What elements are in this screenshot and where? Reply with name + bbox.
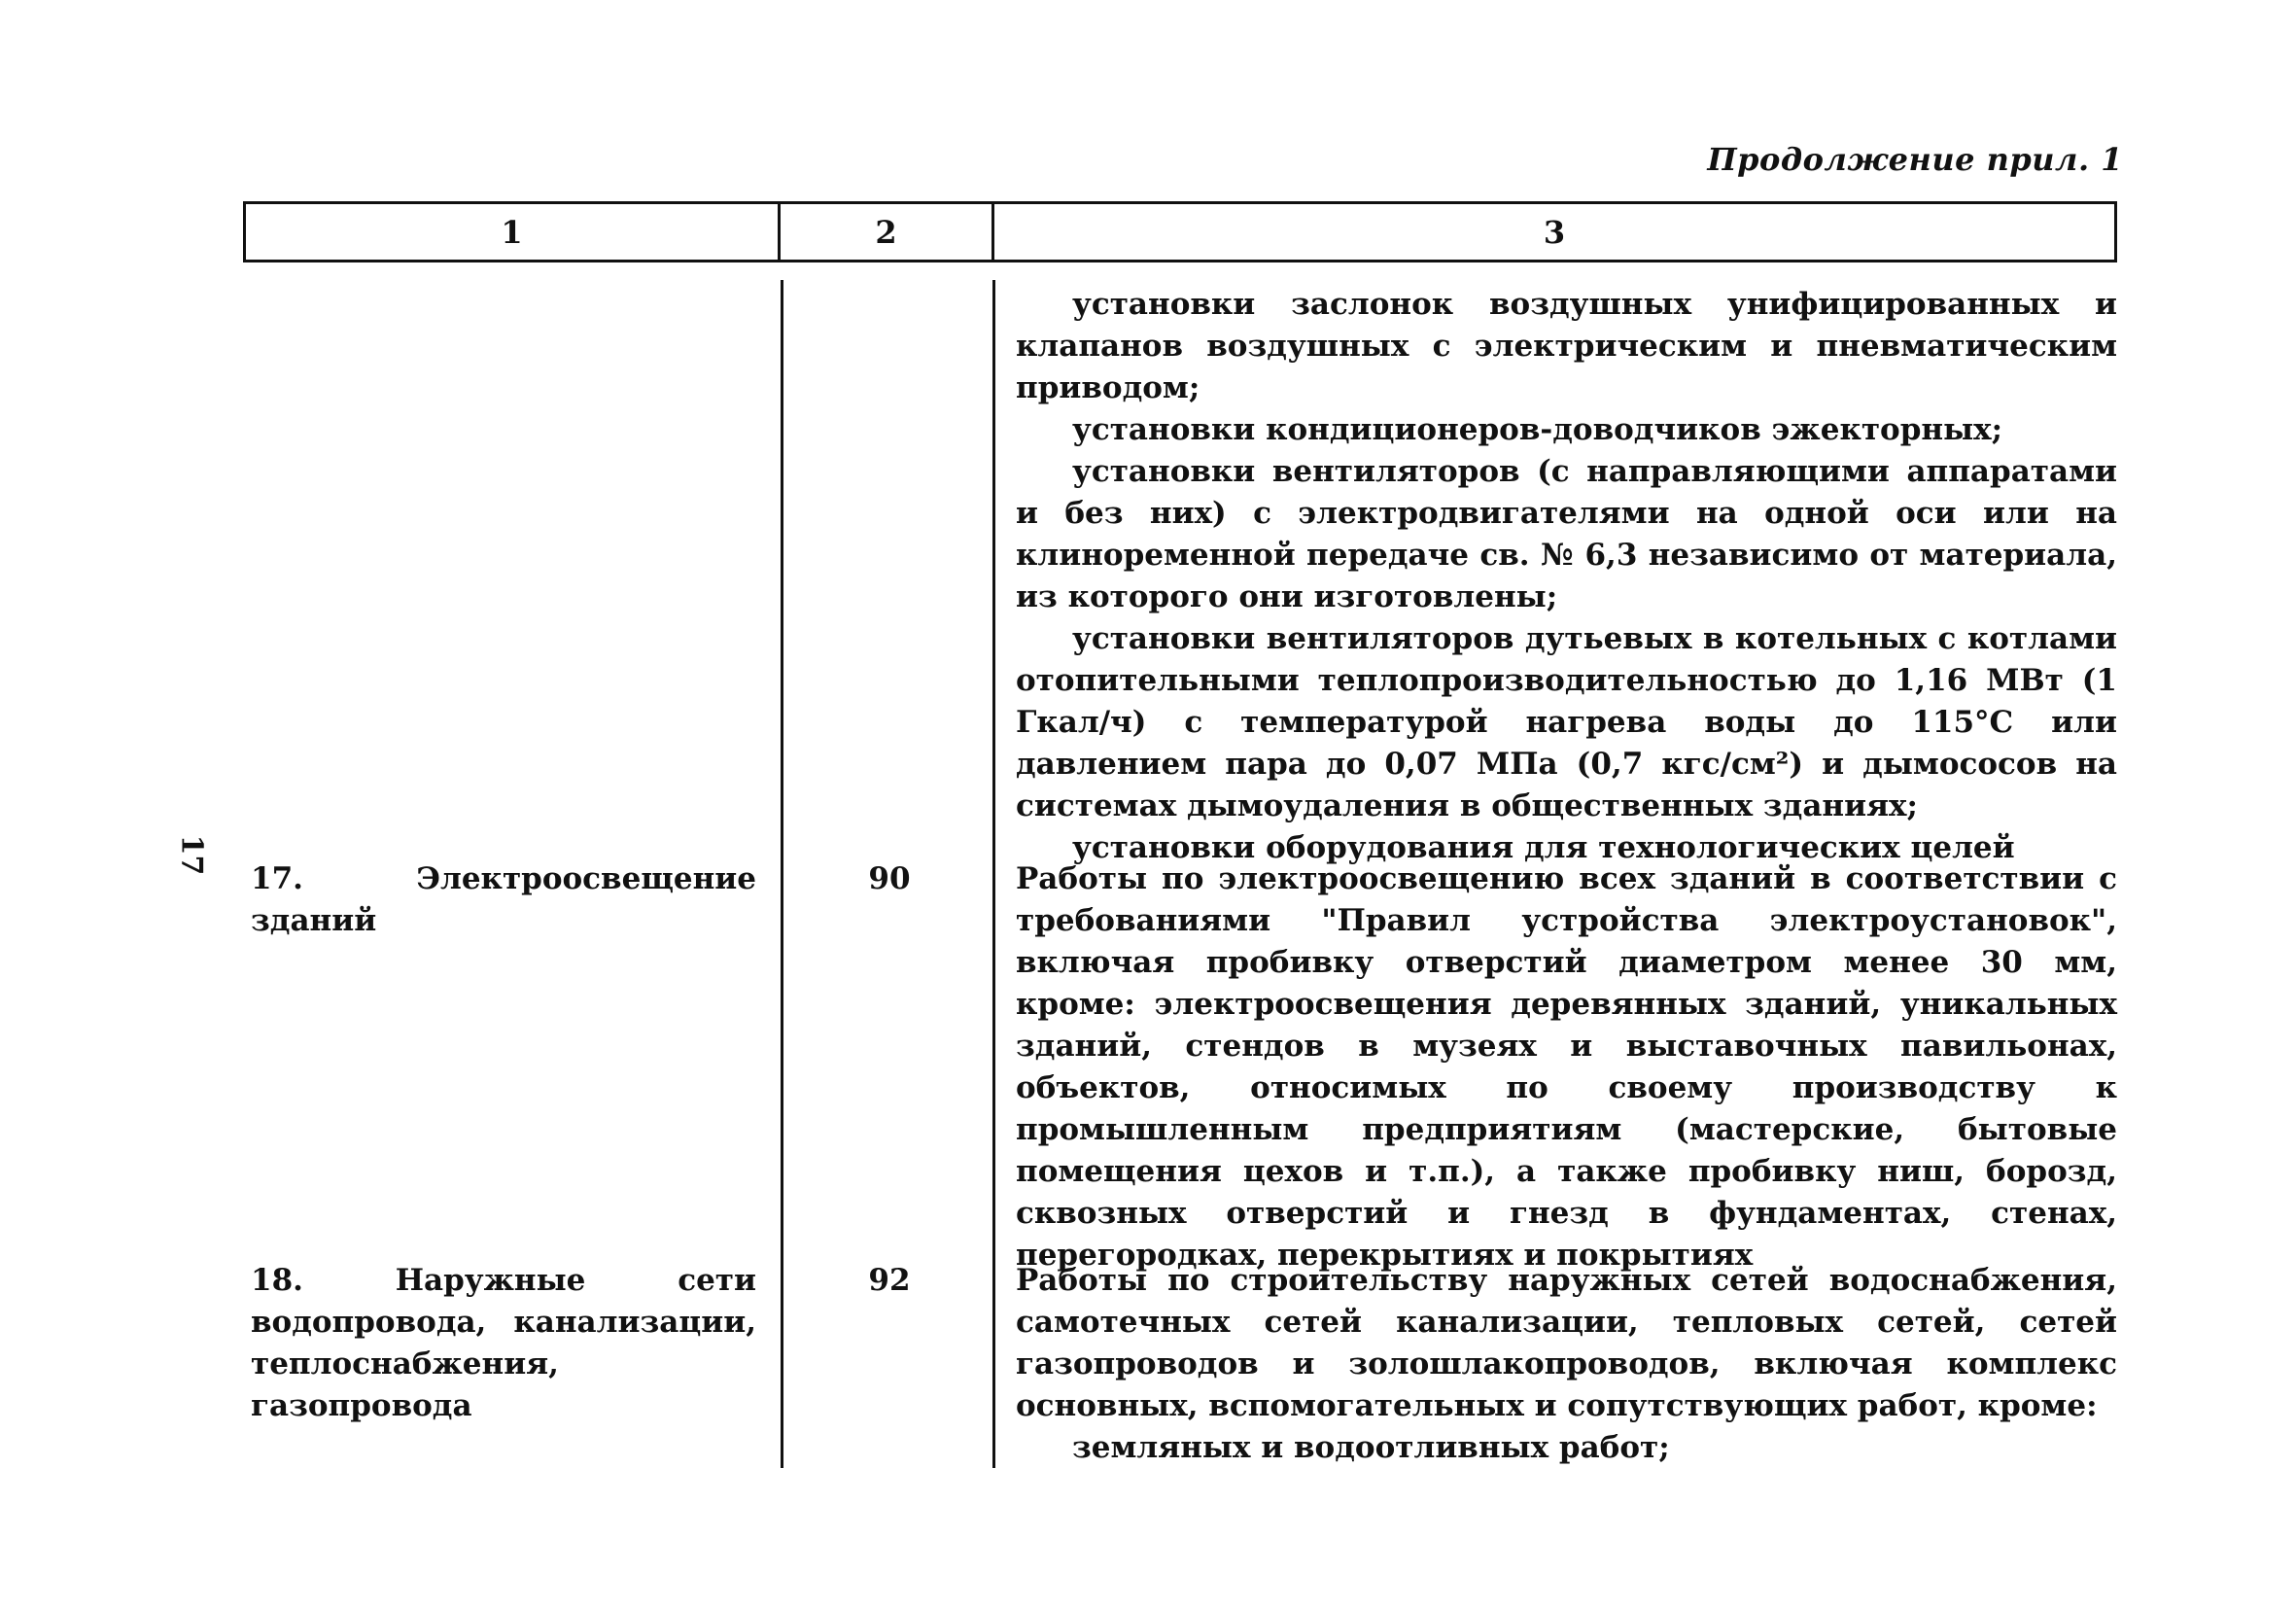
header-col-3: 3 [1543,213,1566,251]
page-number: 17 [174,834,209,876]
header-col-1: 1 [246,204,781,260]
row-18-code: 92 [868,1263,911,1298]
description-text: Работы по электроосвещению всех зданий в соответствии с требованиями "Правил устройства электроустановок", включая пробивку отверстий диаметром менее 30 мм, кроме: электроосвещения деревянных зданий, уникальных зданий, стендов в музеях и выставочных павильонах, объектов, относимых по своему производству к промышленным предприятиям (мастерские, бытовые помещения цехов и т.п.), а также пробивку ниш, борозд, сквозных отверстий и гнезд в фундаментах, стенах, перегородках, перекрытиях и покрытиях [1016,861,2117,1273]
continuation-label: Продолжение прил. 1 [1707,141,2123,178]
row-17-name: 17. Электроосвещение зданий [251,861,756,938]
top-item: установки оборудования для технологических целей [1072,830,2015,865]
header-col-2: 2 [781,204,994,260]
table-header [243,201,2117,262]
description-text: Работы по строительству наружных сетей водоснабжения, самотечных сетей канализации, тепловых сетей, сетей газопроводов и золошлакопроводов, включая комплекс основных, вспомогательных и сопутствующих работ, кроме: [1016,1263,2117,1423]
column-divider-1 [781,280,783,1468]
top-item: установки заслонок воздушных унифицированных и клапанов воздушных с электрическим и пневматическим приводом; [1016,287,2117,405]
row-17-code: 90 [868,861,911,896]
top-item: установки вентиляторов дутьевых в котельных с котлами отопительными теплопроизводительностью до 1,16 МВт (1 Гкал/ч) с температурой нагрева воды до 115°С или давлением пара до 0,07 МПа (0,7 кгс/см²) и дымососов на системах дымоудаления в общественных зданиях; [1016,621,2117,823]
sub-item: земляных и водоотливных работ; [1072,1430,1670,1465]
row-17-description [1016,858,2117,1276]
column-divider-2 [992,280,995,1468]
row-18-name: 18. Наружные сети водопровода, канализации, теплоснабжения, газопровода [251,1263,756,1423]
top-item: установки вентиляторов (с направляющими аппаратами и без них) с электродвигателями на одной оси или на клиноременной передаче св. № 6,3 независимо от материала, из которого они изготовлены; [1016,454,2117,614]
top-item: установки кондиционеров-доводчиков эжекторных; [1072,412,2003,447]
top-block [1016,284,2117,869]
row-18-description [1016,1260,2117,1469]
